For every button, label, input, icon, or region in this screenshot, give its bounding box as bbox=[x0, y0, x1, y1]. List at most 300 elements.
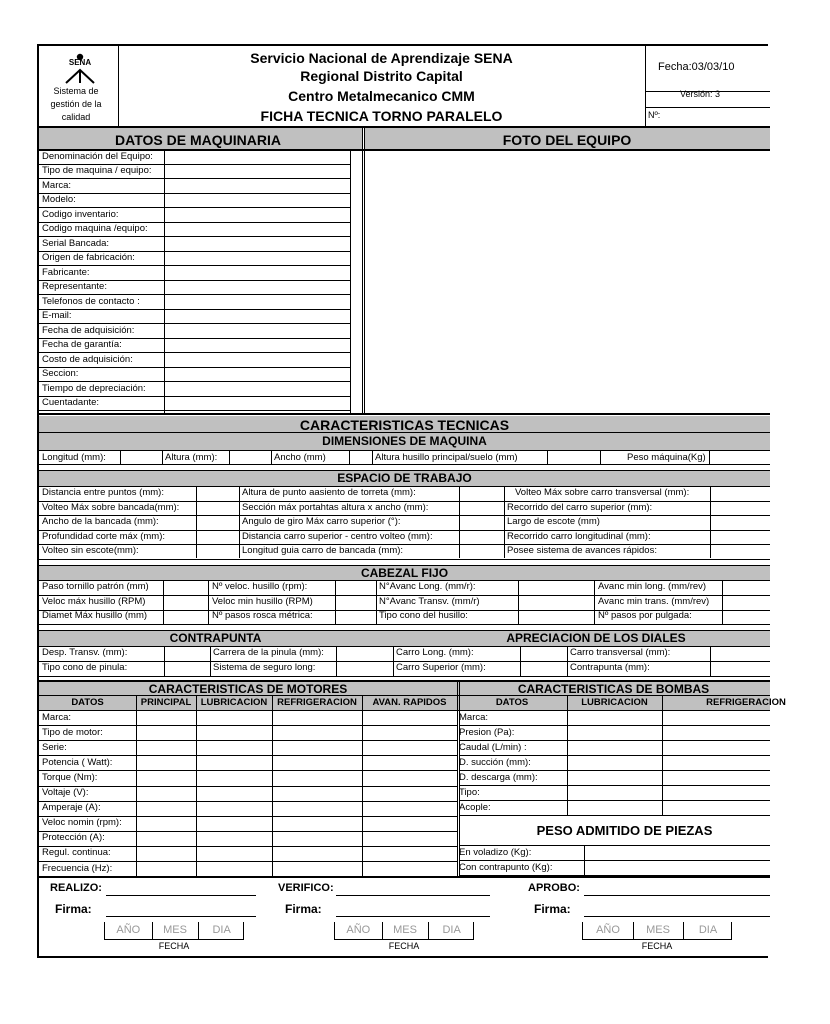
date-part-label: MES bbox=[393, 924, 417, 936]
pump-value[interactable] bbox=[568, 785, 662, 800]
motor-value[interactable] bbox=[137, 801, 196, 816]
headstock-label: Veloc min husillo (RPM) bbox=[212, 596, 313, 607]
dial-label: Contrapunta (mm): bbox=[570, 662, 650, 673]
headstock-value[interactable] bbox=[519, 595, 594, 610]
equipment-field-label: Tiempo de depreciación: bbox=[42, 382, 146, 394]
motor-value[interactable] bbox=[273, 725, 362, 740]
headstock-value[interactable] bbox=[723, 595, 770, 610]
motor-value[interactable] bbox=[273, 846, 362, 861]
weight-row-label: En voladizo (Kg): bbox=[459, 846, 532, 858]
vertical-rule bbox=[457, 680, 458, 876]
workspace-value[interactable] bbox=[197, 501, 239, 516]
logo-text: SENA bbox=[68, 58, 92, 67]
pump-value[interactable] bbox=[568, 800, 662, 815]
motor-column-header: PRINCIPAL bbox=[140, 697, 192, 708]
headstock-label: Nº veloc. husillo (rpm): bbox=[212, 581, 308, 592]
workspace-value[interactable] bbox=[460, 515, 504, 530]
headstock-value[interactable] bbox=[723, 609, 770, 624]
workspace-label: Volteo Máx sobre carro transversal (mm): bbox=[515, 487, 690, 498]
motor-value[interactable] bbox=[137, 755, 196, 770]
realizo-line[interactable] bbox=[106, 895, 256, 896]
workspace-label: Distancia entre puntos (mm): bbox=[42, 487, 164, 498]
workspace-label: Recorrido del carro superior (mm): bbox=[507, 501, 653, 513]
pump-column-header: REFRIGERACION bbox=[706, 697, 786, 708]
motor-column-header: DATOS bbox=[71, 697, 104, 708]
equipment-field-label: Fecha de adquisición: bbox=[42, 324, 135, 336]
pump-value[interactable] bbox=[568, 755, 662, 770]
motor-row-label: Regul. continua: bbox=[42, 847, 111, 859]
pump-row-label: Caudal (L/min) : bbox=[459, 741, 527, 753]
workspace-label: Altura de punto aasiento de torreta (mm): bbox=[242, 487, 416, 498]
headstock-label: Tipo cono del husillo: bbox=[379, 610, 468, 621]
sena-logo-icon bbox=[60, 52, 100, 84]
verifico-date-box[interactable] bbox=[334, 922, 474, 940]
horizontal-rule bbox=[39, 624, 770, 625]
dimension-label: Longitud (mm): bbox=[42, 452, 106, 463]
motor-row-label: Veloc nomin (rpm): bbox=[42, 817, 122, 829]
tailstock-value[interactable] bbox=[711, 661, 770, 676]
vertical-rule bbox=[710, 646, 711, 676]
motor-value[interactable] bbox=[197, 786, 272, 801]
pump-value[interactable] bbox=[663, 710, 770, 725]
dial-label: Carro Superior (mm): bbox=[396, 662, 486, 673]
motor-value[interactable] bbox=[363, 846, 457, 861]
workspace-label: Recorrido carro longitudinal (mm): bbox=[507, 530, 651, 542]
vertical-rule bbox=[504, 486, 505, 558]
headstock-value[interactable] bbox=[519, 580, 594, 595]
workspace-value[interactable] bbox=[460, 530, 504, 545]
headstock-value[interactable] bbox=[723, 580, 770, 595]
workspace-value[interactable] bbox=[711, 501, 770, 516]
headstock-label: Diamet Máx husillo (mm) bbox=[42, 610, 148, 621]
motor-value[interactable] bbox=[197, 831, 272, 846]
equipment-field-label: Denominación del Equipo: bbox=[42, 150, 153, 162]
equipment-field-value[interactable] bbox=[165, 193, 350, 208]
vertical-rule bbox=[584, 845, 585, 875]
logo-caption-line: gestión de la bbox=[50, 99, 102, 109]
equipment-field-value[interactable] bbox=[165, 164, 350, 179]
dimension-value[interactable] bbox=[230, 450, 270, 464]
motor-value[interactable] bbox=[273, 816, 362, 831]
vertical-rule bbox=[336, 646, 337, 676]
vertical-rule bbox=[518, 580, 519, 624]
horizontal-rule bbox=[39, 559, 770, 560]
dimension-label: Altura husillo principal/suelo (mm) bbox=[375, 452, 518, 463]
workspace-label: Distancia carro superior - centro volteo (mm): bbox=[242, 530, 433, 542]
date-part-label: DIA bbox=[442, 924, 461, 936]
verifico-firma-label: Firma: bbox=[285, 902, 322, 916]
equipment-field-label: Representante: bbox=[42, 281, 107, 292]
aprobo-firma-line[interactable] bbox=[584, 916, 770, 917]
dimension-value[interactable] bbox=[121, 450, 161, 464]
motor-value[interactable] bbox=[273, 770, 362, 785]
pump-value[interactable] bbox=[568, 725, 662, 740]
vertical-rule bbox=[335, 580, 336, 624]
vertical-rule bbox=[567, 646, 568, 676]
workspace-value[interactable] bbox=[711, 515, 770, 530]
equipment-field-value[interactable] bbox=[165, 396, 350, 411]
equipment-field-label: Modelo: bbox=[42, 194, 76, 205]
vertical-rule bbox=[164, 646, 165, 676]
motor-value[interactable] bbox=[137, 710, 196, 725]
workspace-label: Longitud guia carro de bancada (mm): bbox=[242, 545, 404, 556]
pump-value[interactable] bbox=[568, 740, 662, 755]
workspace-value[interactable] bbox=[197, 515, 239, 530]
workspace-value[interactable] bbox=[460, 486, 504, 501]
motor-row-label: Serie: bbox=[42, 741, 67, 753]
equipment-field-label: Fecha de garantía: bbox=[42, 339, 122, 350]
motor-row-label: Tipo de motor: bbox=[42, 726, 103, 738]
tailstock-value[interactable] bbox=[337, 661, 392, 676]
motor-value[interactable] bbox=[137, 770, 196, 785]
caracteristicas-title: CARACTERISTICAS TECNICAS bbox=[299, 417, 510, 433]
date-part-label: DIA bbox=[212, 924, 231, 936]
vertical-rule bbox=[208, 580, 209, 624]
logo-caption-line: Sistema de bbox=[53, 86, 99, 96]
date-divider bbox=[152, 922, 153, 939]
equipment-field-label: Codigo inventario: bbox=[42, 208, 119, 220]
motor-column-header: REFRIGERACION bbox=[277, 697, 357, 708]
tailstock-value[interactable] bbox=[711, 646, 770, 661]
equipment-field-label: Cuentadante: bbox=[42, 397, 100, 408]
equipment-field-value[interactable] bbox=[165, 309, 350, 324]
workspace-value[interactable] bbox=[197, 486, 239, 501]
motor-column-header: LUBRICACION bbox=[200, 697, 268, 708]
motor-row-label: Potencia ( Watt): bbox=[42, 756, 113, 768]
headstock-value[interactable] bbox=[519, 609, 594, 624]
dimension-label: Ancho (mm) bbox=[274, 452, 326, 463]
equipment-field-value[interactable] bbox=[165, 207, 350, 222]
contrapunta-title: CONTRAPUNTA bbox=[169, 631, 262, 645]
motor-value[interactable] bbox=[273, 740, 362, 755]
tailstock-label: Tipo cono de pinula: bbox=[42, 662, 128, 673]
date-part-label: MES bbox=[646, 924, 670, 936]
workspace-value[interactable] bbox=[711, 486, 770, 501]
horizontal-rule bbox=[645, 107, 770, 108]
workspace-label: Sección máx portahtas altura x ancho (mm): bbox=[242, 501, 429, 513]
motor-value[interactable] bbox=[363, 770, 457, 785]
motor-value[interactable] bbox=[197, 710, 272, 725]
workspace-label: Largo de escote (mm) bbox=[507, 516, 600, 527]
workspace-label: Angulo de giro Máx carro superior (°): bbox=[242, 516, 401, 527]
espacio-title: ESPACIO DE TRABAJO bbox=[337, 471, 472, 485]
pump-value[interactable] bbox=[663, 740, 770, 755]
equipment-field-value[interactable] bbox=[165, 265, 350, 280]
tailstock-value[interactable] bbox=[165, 661, 209, 676]
pump-value[interactable] bbox=[663, 770, 770, 785]
date-divider bbox=[428, 922, 429, 939]
equipment-field-value[interactable] bbox=[165, 294, 350, 309]
bombas-title: CARACTERISTICAS DE BOMBAS bbox=[517, 682, 710, 696]
date-divider bbox=[683, 922, 684, 939]
headstock-label: Nº pasos por pulgada: bbox=[598, 610, 692, 621]
motor-value[interactable] bbox=[363, 801, 457, 816]
logo-caption-line: calidad bbox=[61, 112, 91, 122]
pump-row-label: D. succión (mm): bbox=[459, 756, 531, 768]
equipment-field-label: Marca: bbox=[42, 179, 72, 191]
page-title-line: Servicio Nacional de Aprendizaje SENA bbox=[250, 50, 513, 66]
vertical-rule bbox=[163, 580, 164, 624]
motor-value[interactable] bbox=[363, 786, 457, 801]
motor-value[interactable] bbox=[197, 801, 272, 816]
headstock-label: Paso tornillo patrón (mm) bbox=[42, 581, 149, 592]
equipment-field-value[interactable] bbox=[165, 251, 350, 266]
date-divider bbox=[382, 922, 383, 939]
headstock-label: Veloc máx husillo (RPM) bbox=[42, 596, 146, 607]
vertical-rule bbox=[372, 450, 373, 464]
motor-value[interactable] bbox=[137, 816, 196, 831]
horizontal-rule bbox=[459, 815, 770, 816]
motor-value[interactable] bbox=[137, 786, 196, 801]
motor-row-label: Frecuencia (Hz): bbox=[42, 862, 113, 874]
workspace-label: Ancho de la bancada (mm): bbox=[42, 516, 159, 527]
aprobo-label: APROBO: bbox=[528, 882, 580, 894]
apreciacion-title: APRECIACION DE LOS DIALES bbox=[506, 631, 686, 645]
motor-value[interactable] bbox=[197, 755, 272, 770]
horizontal-rule bbox=[39, 695, 770, 696]
pump-row-label: Acople: bbox=[459, 801, 491, 813]
verifico-label: VERIFICO: bbox=[278, 882, 334, 894]
equipment-field-label: Seccion: bbox=[42, 368, 79, 379]
motor-value[interactable] bbox=[197, 816, 272, 831]
motor-value[interactable] bbox=[197, 846, 272, 861]
motor-row-label: Amperaje (A): bbox=[42, 802, 101, 814]
date-part-label: AÑO bbox=[116, 924, 141, 936]
headstock-label: Avanc min long. (mm/rev) bbox=[598, 581, 707, 592]
vertical-rule bbox=[520, 646, 521, 676]
peso-title: PESO ADMITIDO DE PIEZAS bbox=[536, 823, 713, 838]
equipment-field-value[interactable] bbox=[165, 178, 350, 193]
motor-value[interactable] bbox=[137, 831, 196, 846]
vertical-rule bbox=[210, 646, 211, 676]
workspace-value[interactable] bbox=[711, 530, 770, 545]
equipment-field-label: Serial Bancada: bbox=[42, 237, 110, 249]
page-title-line: Centro Metalmecanico CMM bbox=[288, 88, 475, 104]
headstock-value[interactable] bbox=[164, 580, 208, 595]
workspace-value[interactable] bbox=[197, 530, 239, 545]
dial-label: Carro Long. (mm): bbox=[396, 647, 474, 658]
weight-value[interactable] bbox=[585, 860, 770, 875]
aprobo-firma-label: Firma: bbox=[534, 902, 571, 916]
motor-row-label: Voltaje (V): bbox=[42, 787, 89, 798]
tailstock-value[interactable] bbox=[337, 646, 392, 661]
motor-value[interactable] bbox=[363, 755, 457, 770]
horizontal-rule bbox=[39, 876, 770, 878]
aprobo-line[interactable] bbox=[584, 895, 770, 896]
motores-title: CARACTERISTICAS DE MOTORES bbox=[148, 682, 348, 696]
vertical-rule bbox=[362, 126, 363, 414]
motor-value[interactable] bbox=[273, 786, 362, 801]
vertical-rule bbox=[600, 450, 601, 464]
realizo-date-box[interactable] bbox=[104, 922, 244, 940]
pump-value[interactable] bbox=[663, 755, 770, 770]
form-date: Fecha:03/03/10 bbox=[658, 61, 735, 73]
motor-value[interactable] bbox=[197, 740, 272, 755]
workspace-value[interactable] bbox=[197, 544, 239, 559]
equipment-field-label: Origen de fabricación: bbox=[42, 252, 135, 263]
vertical-rule bbox=[594, 580, 595, 624]
motor-value[interactable] bbox=[137, 725, 196, 740]
motor-column-header: AVAN. RAPIDOS bbox=[372, 697, 447, 708]
vertical-rule bbox=[459, 486, 460, 558]
verifico-line[interactable] bbox=[336, 895, 490, 896]
weight-row-label: Con contrapunto (Kg): bbox=[459, 861, 553, 873]
vertical-rule bbox=[196, 486, 197, 558]
horizontal-rule bbox=[39, 432, 770, 433]
dimension-value[interactable] bbox=[710, 450, 770, 464]
workspace-value[interactable] bbox=[460, 501, 504, 516]
equipment-field-value[interactable] bbox=[165, 367, 350, 382]
tailstock-label: Sistema de seguro long: bbox=[213, 662, 316, 673]
workspace-label: Posee sistema de avances rápidos: bbox=[507, 545, 657, 556]
technical-sheet bbox=[37, 44, 786, 958]
motor-value[interactable] bbox=[363, 710, 457, 725]
motor-value[interactable] bbox=[273, 755, 362, 770]
motor-value[interactable] bbox=[273, 831, 362, 846]
motor-value[interactable] bbox=[363, 831, 457, 846]
dimension-value[interactable] bbox=[548, 450, 599, 464]
dimensiones-title: DIMENSIONES DE MAQUINA bbox=[322, 434, 487, 448]
vertical-rule bbox=[350, 149, 351, 414]
horizontal-rule bbox=[39, 544, 770, 545]
headstock-label: Nº pasos rosca métrica: bbox=[212, 610, 313, 621]
pump-value[interactable] bbox=[663, 785, 770, 800]
vertical-rule bbox=[239, 486, 240, 558]
page-title-line: Regional Distrito Capital bbox=[300, 68, 463, 84]
tailstock-label: Carrera de la pinula (mm): bbox=[213, 647, 324, 658]
date-divider bbox=[633, 922, 634, 939]
pump-column-header: DATOS bbox=[495, 697, 529, 708]
motor-value[interactable] bbox=[363, 816, 457, 831]
workspace-value[interactable] bbox=[711, 544, 770, 559]
motor-value[interactable] bbox=[363, 725, 457, 740]
workspace-label: Profundidad corte máx (mm): bbox=[42, 530, 166, 542]
horizontal-rule bbox=[39, 410, 350, 411]
pump-column-header: LUBRICACION bbox=[581, 697, 648, 708]
equipment-field-value[interactable] bbox=[165, 323, 350, 338]
pump-value[interactable] bbox=[568, 770, 662, 785]
equipment-field-value[interactable] bbox=[165, 352, 350, 367]
headstock-label: N°Avanc Transv. (mm/r) bbox=[379, 596, 480, 607]
equipment-field-label: E-mail: bbox=[42, 310, 72, 321]
workspace-label: Volteo Máx sobre bancada(mm): bbox=[42, 501, 180, 513]
date-part-label: MES bbox=[163, 924, 187, 936]
motor-value[interactable] bbox=[273, 801, 362, 816]
equipment-field-value[interactable] bbox=[165, 149, 350, 164]
page-title-line: FICHA TECNICA TORNO PARALELO bbox=[260, 108, 503, 124]
equipment-field-label: Costo de adquisición: bbox=[42, 353, 133, 365]
tailstock-value[interactable] bbox=[165, 646, 209, 661]
motor-value[interactable] bbox=[197, 861, 272, 876]
headstock-value[interactable] bbox=[164, 595, 208, 610]
cabezal-title: CABEZAL FIJO bbox=[360, 566, 449, 580]
workspace-value[interactable] bbox=[460, 544, 504, 559]
motor-row-label: Marca: bbox=[42, 711, 72, 723]
pump-value[interactable] bbox=[568, 710, 662, 725]
form-version: Versión: 3 bbox=[680, 89, 721, 99]
headstock-value[interactable] bbox=[336, 609, 376, 624]
vertical-rule bbox=[710, 486, 711, 558]
dimension-label: Peso máquina(Kg) bbox=[627, 452, 706, 463]
motor-value[interactable] bbox=[197, 725, 272, 740]
pump-row-label: Tipo: bbox=[459, 786, 480, 798]
motor-value[interactable] bbox=[363, 740, 457, 755]
date-part-label: AÑO bbox=[596, 924, 620, 936]
headstock-label: Avanc min trans. (mm/rev) bbox=[598, 596, 710, 607]
aprobo-fecha-label: FECHA bbox=[641, 941, 673, 951]
horizontal-rule bbox=[39, 464, 770, 465]
motor-value[interactable] bbox=[137, 740, 196, 755]
tailstock-label: Desp. Transv. (mm): bbox=[42, 647, 128, 658]
vertical-rule bbox=[271, 450, 272, 464]
equipment-field-value[interactable] bbox=[165, 222, 350, 237]
tailstock-value[interactable] bbox=[521, 646, 566, 661]
vertical-rule bbox=[162, 450, 163, 464]
pump-row-label: Marca: bbox=[459, 711, 489, 723]
motor-value[interactable] bbox=[273, 710, 362, 725]
verifico-firma-line[interactable] bbox=[336, 916, 490, 917]
equipment-field-label: Telefonos de contacto : bbox=[42, 295, 140, 307]
realizo-fecha-label: FECHA bbox=[158, 941, 190, 951]
date-part-label: AÑO bbox=[346, 924, 371, 936]
form-number: Nº: bbox=[648, 110, 661, 120]
vertical-rule bbox=[364, 126, 365, 414]
motor-value[interactable] bbox=[137, 846, 196, 861]
headstock-value[interactable] bbox=[164, 609, 208, 624]
motor-value[interactable] bbox=[197, 770, 272, 785]
equipment-field-value[interactable] bbox=[165, 338, 350, 353]
equipment-field-value[interactable] bbox=[165, 381, 350, 396]
pump-value[interactable] bbox=[663, 800, 770, 815]
weight-value[interactable] bbox=[585, 845, 770, 860]
date-divider bbox=[198, 922, 199, 939]
equipment-field-label: Tipo de maquina / equipo: bbox=[42, 165, 152, 176]
vertical-rule bbox=[376, 580, 377, 624]
pump-value[interactable] bbox=[663, 725, 770, 740]
workspace-label: Volteo sin escote(mm): bbox=[42, 545, 139, 556]
headstock-value[interactable] bbox=[336, 580, 376, 595]
realizo-firma-label: Firma: bbox=[55, 902, 92, 916]
dial-label: Carro transversal (mm): bbox=[570, 647, 671, 658]
dimension-label: Altura (mm): bbox=[165, 452, 218, 463]
motor-value[interactable] bbox=[137, 861, 196, 876]
motor-value[interactable] bbox=[273, 861, 362, 876]
equipment-field-value[interactable] bbox=[165, 236, 350, 251]
headstock-value[interactable] bbox=[336, 595, 376, 610]
pump-row-label: D. descarga (mm): bbox=[459, 771, 538, 783]
dimension-value[interactable] bbox=[350, 450, 371, 464]
horizontal-rule bbox=[39, 676, 770, 677]
equipment-field-label: Fabricante: bbox=[42, 266, 90, 278]
aprobo-date-box[interactable] bbox=[582, 922, 732, 940]
vertical-rule bbox=[393, 646, 394, 676]
foto-section-title: FOTO DEL EQUIPO bbox=[502, 132, 632, 148]
motor-row-label: Torque (Nm): bbox=[42, 771, 98, 783]
headstock-label: N°Avanc Long. (mm/r): bbox=[379, 581, 476, 592]
tailstock-value[interactable] bbox=[521, 661, 566, 676]
equipment-field-value[interactable] bbox=[165, 280, 350, 295]
realizo-firma-line[interactable] bbox=[106, 916, 256, 917]
horizontal-rule bbox=[39, 413, 770, 415]
realizo-label: REALIZO: bbox=[50, 882, 102, 894]
vertical-rule bbox=[722, 580, 723, 624]
date-part-label: DIA bbox=[698, 924, 718, 936]
pump-row-label: Presion (Pa): bbox=[459, 726, 515, 738]
vertical-rule bbox=[645, 46, 646, 126]
datos-section-title: DATOS DE MAQUINARIA bbox=[115, 132, 281, 148]
motor-row-label: Protección (A): bbox=[42, 832, 105, 844]
motor-value[interactable] bbox=[363, 861, 457, 876]
